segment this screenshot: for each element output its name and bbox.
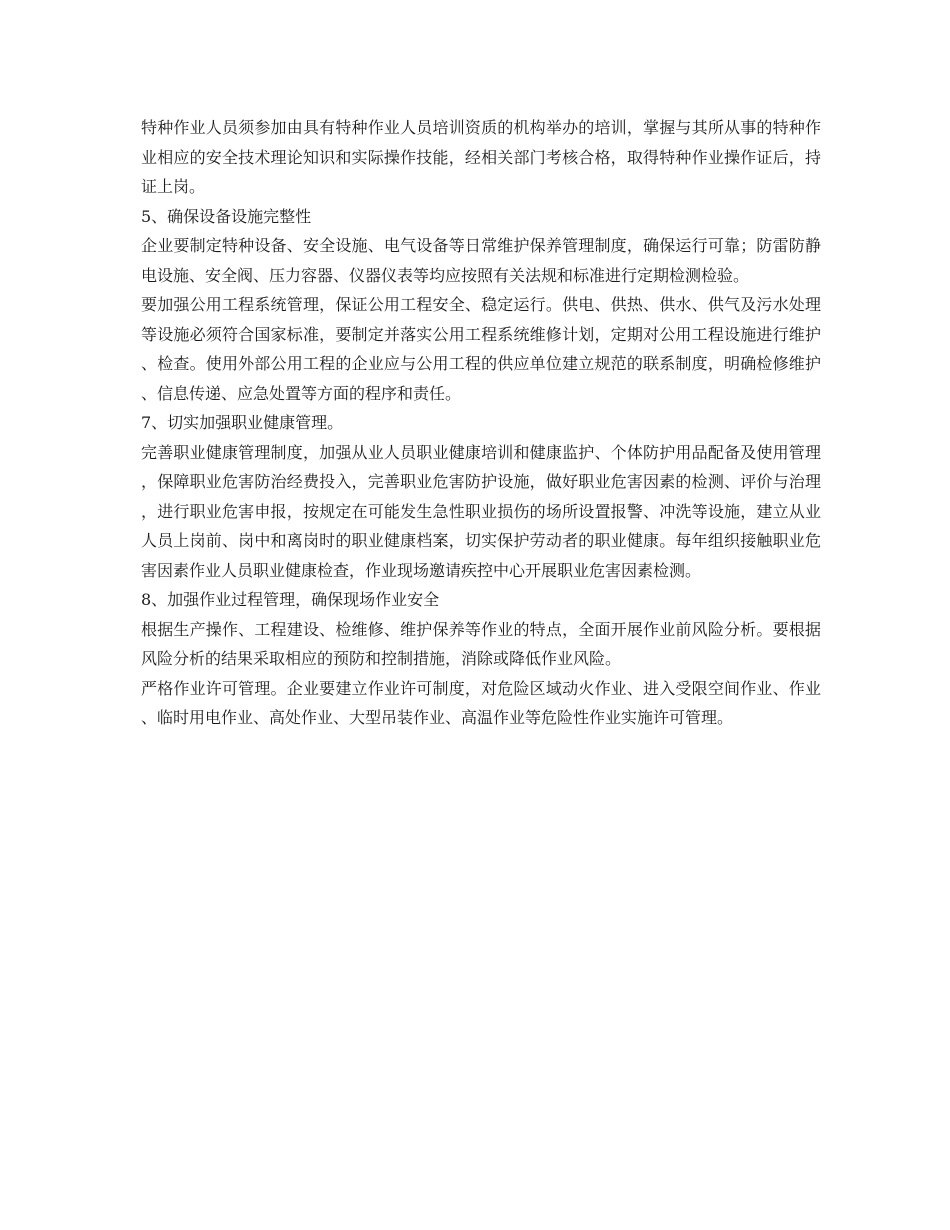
paragraph-risk-analysis: 根据生产操作、工程建设、检维修、维护保养等作业的特点，全面开展作业前风险分析。要根据风险分析的结果采取相应的预防和控制措施，消除或降低作业风险。 bbox=[141, 619, 821, 668]
section-heading-equipment-integrity: 5、确保设备设施完整性 bbox=[141, 206, 312, 226]
paragraph-work-permit: 严格作业许可管理。企业要建立作业许可制度，对危险区域动火作业、进入受限空间作业、作业、临时用电作业、高处作业、大型吊装作业、高温作业等危险性作业实施许可管理。 bbox=[141, 678, 821, 727]
document-body bbox=[141, 113, 821, 733]
paragraph-occupational-health: 完善职业健康管理制度，加强从业人员职业健康培训和健康监护、个体防护用品配备及使用管理，保障职业危害防治经费投入，完善职业危害防护设施，做好职业危害因素的检测、评价与治理，进行职业危害申报，按规定在可能发生急性职业损伤的场所设置报警、冲洗等设施，建立从业人员上岗前、岗中和离岗时的职业健康档案，切实保护劳动者的职业健康。每年组织接触职业危害因素作业人员职业健康检查，作业现场邀请疾控中心开展职业危害因素检测。 bbox=[141, 442, 821, 580]
section-heading-occupational-health: 7、切实加强职业健康管理。 bbox=[141, 413, 344, 432]
paragraph-special-operations-training: 特种作业人员须参加由具有特种作业人员培训资质的机构举办的培训，掌握与其所从事的特种作业相应的安全技术理论知识和实际操作技能，经相关部门考核合格，取得特种作业操作证后，持证上岗。 bbox=[141, 118, 821, 196]
paragraph-equipment-maintenance: 企业要制定特种设备、安全设施、电气设备等日常维护保养管理制度，确保运行可靠；防雷防静电设施、安全阀、压力容器、仪器仪表等均应按照有关法规和标准进行定期检测检验。 bbox=[141, 236, 821, 285]
section-heading-work-process: 8、加强作业过程管理，确保现场作业安全 bbox=[141, 590, 440, 609]
paragraph-public-works-management: 要加强公用工程系统管理，保证公用工程安全、稳定运行。供电、供热、供水、供气及污水处理等设施必须符合国家标准，要制定并落实公用工程系统维修计划，定期对公用工程设施进行维护、检查。使用外部公用工程的企业应与公用工程的供应单位建立规范的联系制度，明确检修维护、信息传递、应急处置等方面的程序和责任。 bbox=[141, 295, 821, 403]
